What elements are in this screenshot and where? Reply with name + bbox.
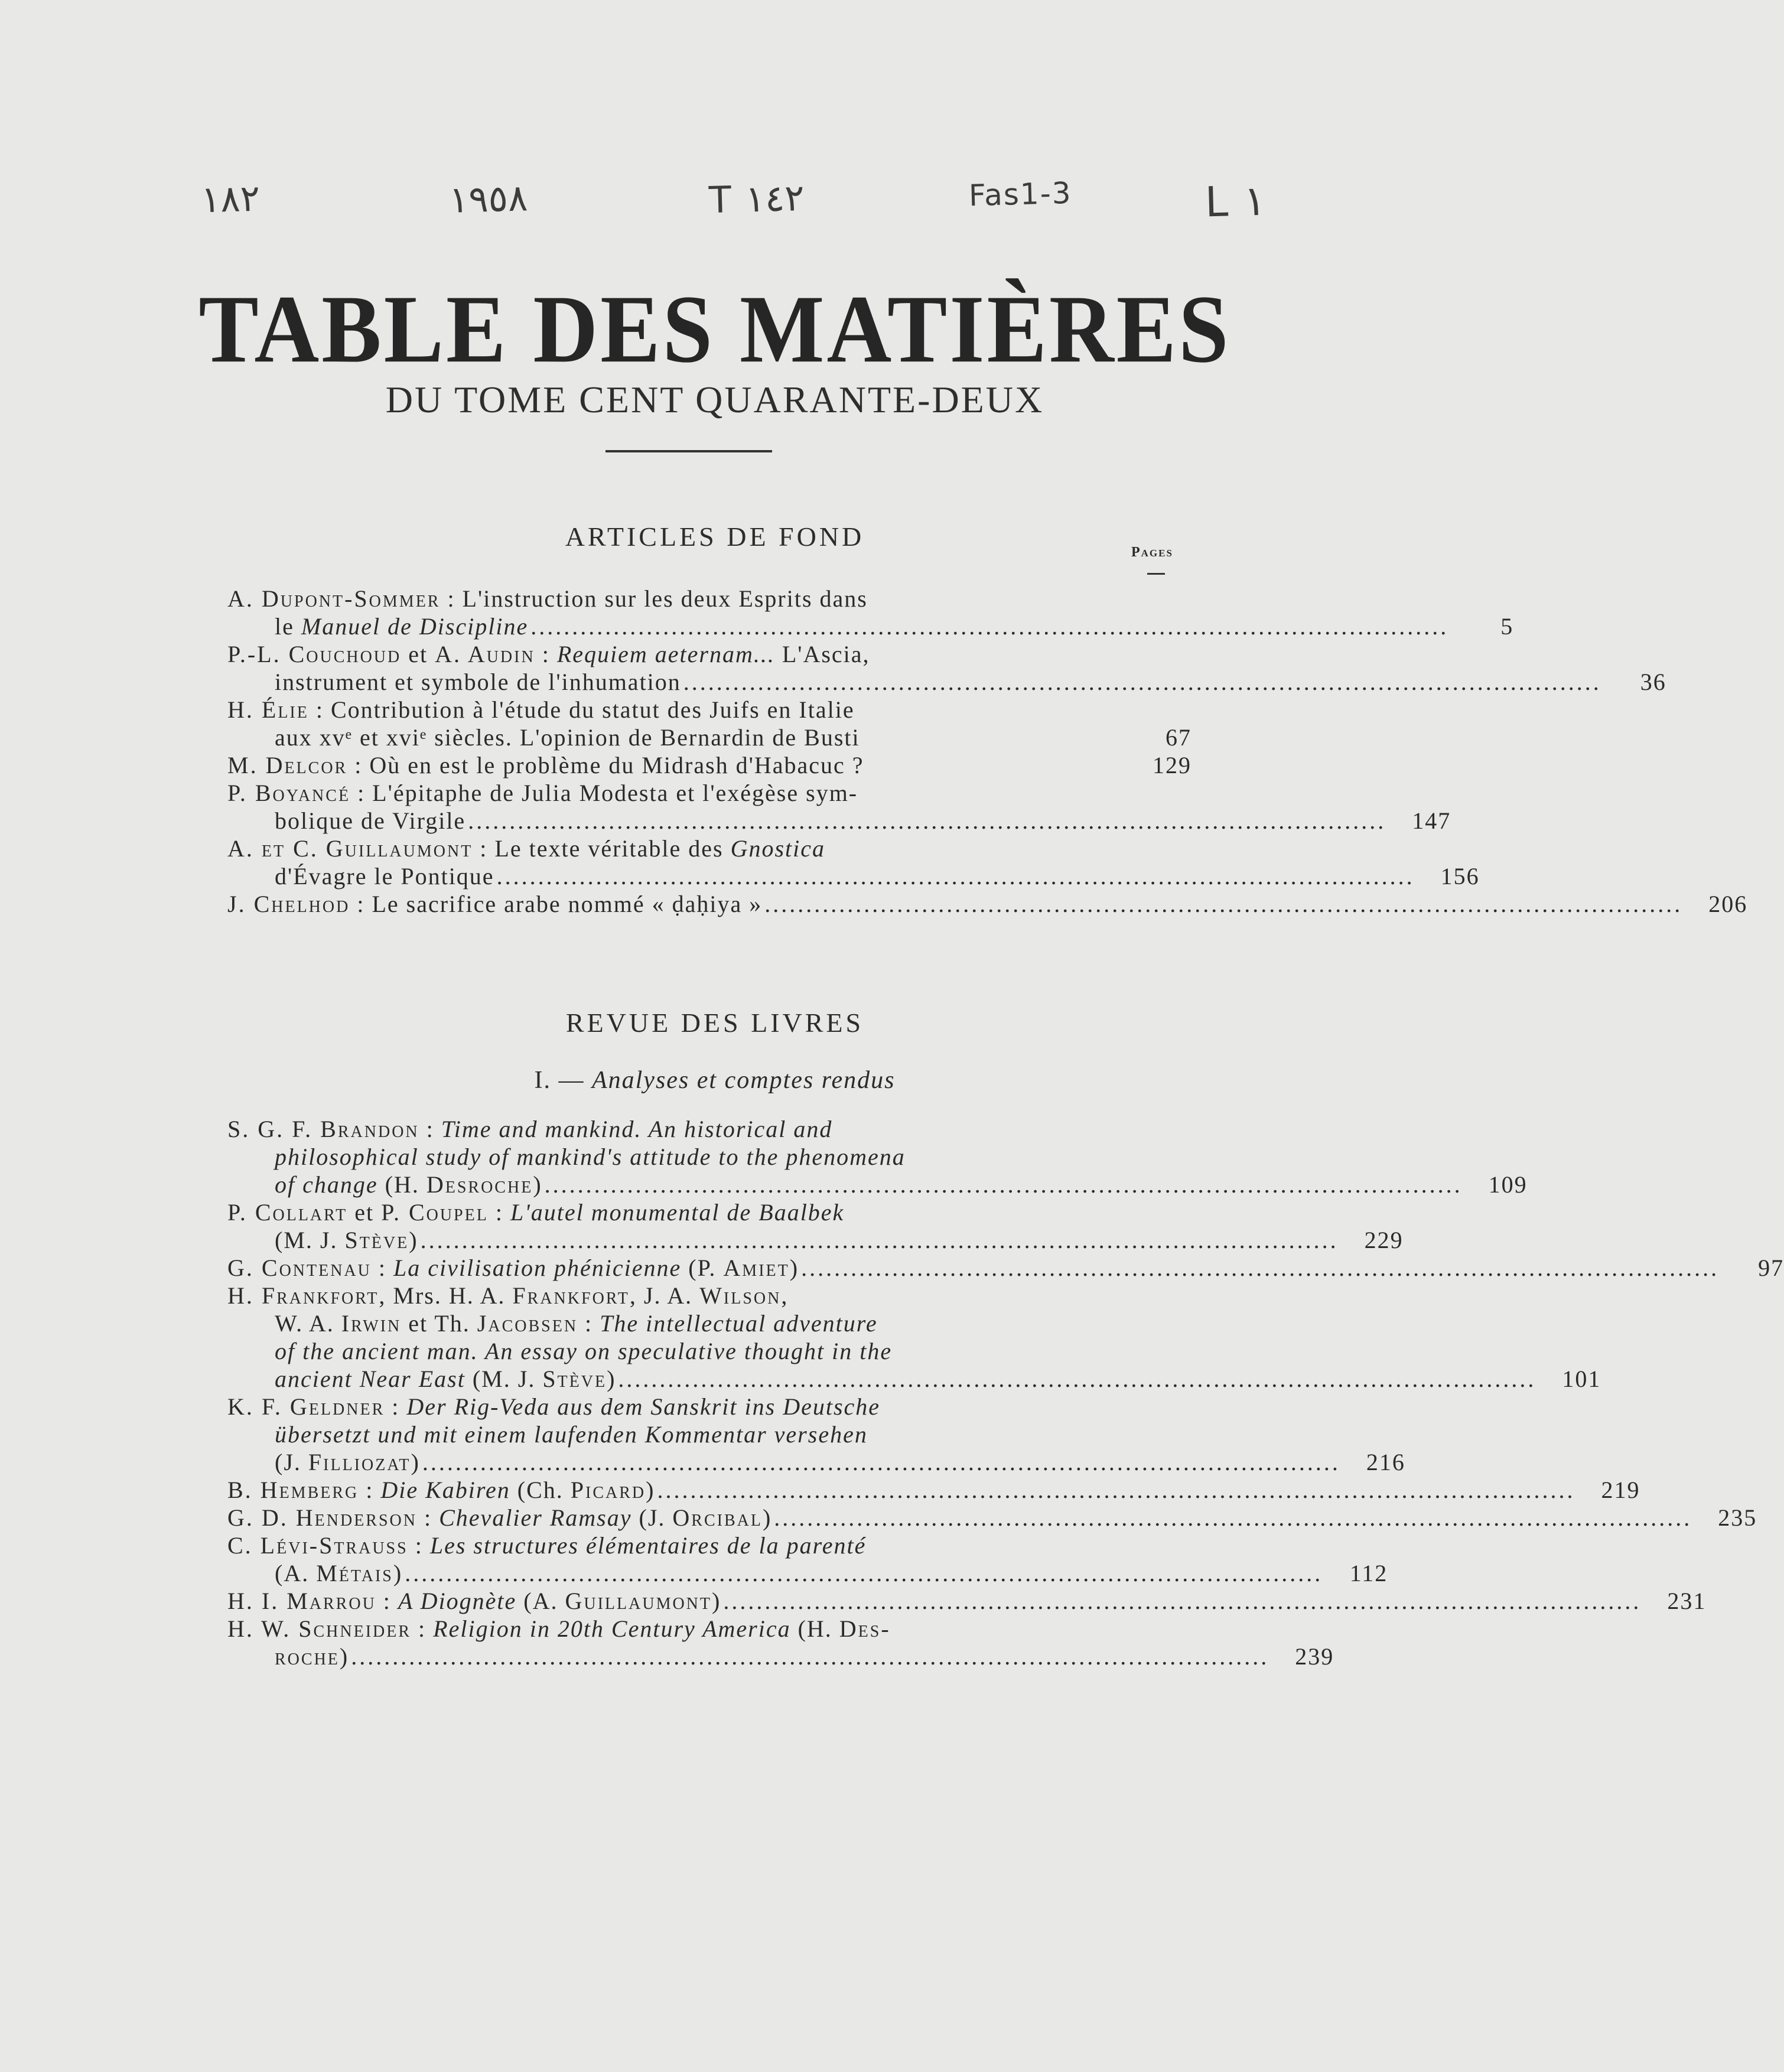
entry-text: : Le texte véritable des xyxy=(473,835,731,862)
entry-text: : xyxy=(419,1116,441,1142)
entry-author: P.-L. Couchoud xyxy=(227,641,402,667)
entry-text: (P. xyxy=(681,1255,724,1281)
revue-heading: REVUE DES LIVRES xyxy=(565,1008,864,1038)
entry-author: C. Lévi-Strauss xyxy=(227,1532,408,1559)
entry-reviewer: roche xyxy=(275,1643,340,1670)
entry-text: W. A. xyxy=(275,1310,341,1337)
entry-page: 235 xyxy=(1718,1504,1757,1531)
entry-author: A. et C. Guillaumont xyxy=(227,835,473,862)
entry-title: Der Rig-Veda aus dem Sanskrit ins Deutsche xyxy=(406,1393,881,1420)
entry-author: H. W. Schneider xyxy=(227,1615,412,1642)
list-item: B. Hemberg : Die Kabiren (Ch. Picard) ............................................................................................................... 219 xyxy=(227,1477,1640,1503)
entry-page: 97 xyxy=(1758,1255,1784,1281)
entry-text: instrument et symbole de l'inhumation xyxy=(275,669,681,695)
entry-title: of the ancient man. An essay on speculative thought in the xyxy=(275,1338,893,1364)
entry-text: : xyxy=(371,1255,394,1281)
entry-page: 129 xyxy=(1153,752,1191,778)
entry-author: A. Dupont-Sommer xyxy=(227,585,441,612)
entry-title: Time and mankind. An historical and xyxy=(441,1116,833,1142)
list-item xyxy=(227,696,1191,751)
entry-page: 231 xyxy=(1667,1588,1707,1614)
entry-author: Jacobsen xyxy=(477,1310,578,1337)
entry-page: 156 xyxy=(1440,863,1480,890)
entry-page: 206 xyxy=(1708,891,1748,917)
pages-column-label: Pages xyxy=(1131,545,1173,560)
entry-author: H. I. Marrou xyxy=(227,1588,376,1614)
articles-list xyxy=(227,585,1748,918)
handwritten-note-3: T ١٤٢ xyxy=(708,175,805,222)
entry-text: : xyxy=(376,1588,398,1614)
page-subtitle: DU TOME CENT QUARANTE-DEUX xyxy=(385,379,1044,421)
entry-author: H. Élie xyxy=(227,696,309,723)
list-item: H. Frankfort, Mrs. H. A. Frankfort, J. A. Wilson, W. A. Irwin et Th. Jacobsen : The intellectual adventure of the ancient man. An essay on speculative thought in the ancient Near East (M. J. Stève) ............................................................................................................... 101 xyxy=(227,1282,1601,1392)
entry-title: Chevalier Ramsay xyxy=(439,1504,632,1531)
entry-text: , J. A. xyxy=(629,1282,700,1309)
entry-text: : xyxy=(411,1615,434,1642)
page-title: TABLE DES MATIÈRES xyxy=(198,275,1231,383)
entry-title: Manuel de Discipline xyxy=(301,613,529,640)
entry-text: ) xyxy=(393,1560,403,1586)
entry-author: P. Coupel xyxy=(381,1199,489,1226)
entry-text: : xyxy=(408,1532,430,1559)
entry-text: ) xyxy=(411,1449,420,1475)
entry-page: 219 xyxy=(1601,1477,1640,1503)
articles-heading: ARTICLES DE FOND xyxy=(565,522,865,552)
entry-text: ) xyxy=(789,1255,799,1281)
entry-text: et xyxy=(347,1199,382,1226)
entry-title: Die Kabiren xyxy=(380,1477,510,1503)
entry-text: : xyxy=(578,1310,600,1337)
entry-text: (J. xyxy=(631,1504,673,1531)
list-item: K. F. Geldner : Der Rig-Veda aus dem Sanskrit ins Deutsche übersetzt und mit einem laufenden Kommentar versehen (J. Filliozat) ............................................................................................................... 216 xyxy=(227,1393,1405,1475)
entry-page: 101 xyxy=(1562,1366,1601,1392)
entry-author: Irwin xyxy=(341,1310,402,1337)
entry-text: ) xyxy=(646,1477,655,1503)
entry-author: J. Chelhod xyxy=(227,891,350,917)
entry-text: bolique de Virgile xyxy=(275,807,466,834)
entry-reviewer: Des- xyxy=(839,1615,891,1642)
entry-text: (J. xyxy=(275,1449,308,1475)
list-item xyxy=(227,751,1191,779)
entry-title: L'autel monumental de Baalbek xyxy=(510,1199,845,1226)
entry-title: Requiem aeternam... xyxy=(556,641,775,667)
entry-text: (A. xyxy=(275,1560,317,1586)
entry-text: : L'épitaphe de Julia Modesta et l'exégèse sym- xyxy=(350,780,858,806)
entry-title: Les structures élémentaires de la parenté xyxy=(429,1532,867,1559)
entry-text: : xyxy=(535,641,557,667)
entry-text: (Ch. xyxy=(510,1477,571,1503)
entry-text: et xyxy=(401,641,435,667)
entry-text: (M. J. xyxy=(465,1366,543,1392)
entry-reviewer: Stève xyxy=(542,1366,607,1392)
entry-text: (A. xyxy=(516,1588,565,1614)
list-item: G. D. Henderson : Chevalier Ramsay (J. Orcibal) ............................................................................................................... 235 xyxy=(227,1504,1757,1531)
entry-text: ) xyxy=(607,1366,616,1392)
entry-author: M. Delcor xyxy=(227,752,348,778)
entry-author: P. Collart xyxy=(227,1199,348,1226)
entry-author: S. G. F. Brandon xyxy=(227,1116,419,1142)
handwritten-note-1: ١٨٢ xyxy=(200,176,261,221)
entry-page: 36 xyxy=(1640,669,1666,695)
entry-text: L'Ascia, xyxy=(774,641,870,667)
entry-text: ) xyxy=(762,1504,772,1531)
list-item: P. Boyancé : L'épitaphe de Julia Modesta et l'exégèse sym- bolique de Virgile ............................................................................................................... 147 xyxy=(227,780,1451,834)
entry-reviewer: Guillaumont xyxy=(565,1588,712,1614)
entry-title: übersetzt und mit einem laufenden Kommentar versehen xyxy=(275,1421,868,1448)
entry-reviewer: Amiet xyxy=(723,1255,790,1281)
handwritten-note-2: ١٩٥٨ xyxy=(448,176,529,221)
entry-reviewer: Stève xyxy=(344,1227,409,1253)
list-item: P.-L. Couchoud et A. Audin : Requiem aeternam... L'Ascia, instrument et symbole de l'inhumation ............................................................................................................... 36 xyxy=(227,641,1666,695)
entry-title: philosophical study of mankind's attitude to the phenomena xyxy=(275,1143,906,1170)
handwritten-note-5: L ١ xyxy=(1204,176,1267,227)
entry-text: : Le sacrifice arabe nommé « ḍaḥiya » xyxy=(350,891,763,917)
list-item: C. Lévi-Strauss : Les structures élémentaires de la parenté (A. Métais) ............................................................................................................... 112 xyxy=(227,1532,1388,1586)
entry-text: ) xyxy=(409,1227,418,1253)
entry-title: of change xyxy=(275,1171,378,1198)
entry-reviewer: Orcibal xyxy=(672,1504,763,1531)
list-item: J. Chelhod : Le sacrifice arabe nommé « ḍaḥiya » ............................................................................................................... 206 xyxy=(227,891,1748,917)
list-item: H. W. Schneider : Religion in 20th Century America (H. Des- roche) ............................................................................................................... 239 xyxy=(227,1615,1334,1670)
entry-page: 109 xyxy=(1488,1171,1528,1198)
entry-author: G. Contenau xyxy=(227,1255,372,1281)
entry-page: 239 xyxy=(1295,1643,1334,1670)
entry-text: : xyxy=(488,1199,510,1226)
entry-text: le xyxy=(275,613,301,640)
entry-text: (H. xyxy=(790,1615,839,1642)
entry-author: A. Audin xyxy=(435,641,535,667)
entry-reviewer: Filliozat xyxy=(308,1449,411,1475)
list-item: A. Dupont-Sommer : L'instruction sur les deux Esprits dans le Manuel de Discipline ............................................................................................................... 5 xyxy=(227,585,1514,640)
entry-text: ) xyxy=(339,1643,349,1670)
entry-page: 67 xyxy=(1166,724,1191,751)
entry-title: Religion in 20th Century America xyxy=(433,1615,791,1642)
entry-reviewer: Desroche xyxy=(426,1171,533,1198)
entry-text: , xyxy=(781,1282,789,1309)
entry-text: : xyxy=(417,1504,440,1531)
pages-column-dash xyxy=(1147,573,1165,575)
entry-text: aux xvᵉ et xviᵉ siècles. L'opinion de Bernardin de Busti xyxy=(275,724,860,751)
entry-text: : xyxy=(359,1477,381,1503)
entry-page: 147 xyxy=(1412,807,1451,834)
revue-list xyxy=(227,1115,1784,1670)
revue-subsection xyxy=(0,1066,1430,1094)
list-item: S. G. F. Brandon : Time and mankind. An historical and philosophical study of mankind's attitude to the phenomena of change (H. Desroche) ............................................................................................................... 109 xyxy=(227,1116,1528,1198)
entry-text: : L'instruction sur les deux Esprits dans xyxy=(440,585,868,612)
entry-author: H. Frankfort xyxy=(227,1282,379,1309)
entry-title: Gnostica xyxy=(730,835,826,862)
entry-title: La civilisation phénicienne xyxy=(393,1255,682,1281)
entry-text: : Contribution à l'étude du statut des Juifs en Italie xyxy=(308,696,855,723)
entry-author: B. Hemberg xyxy=(227,1477,359,1503)
entry-author: Wilson xyxy=(699,1282,782,1309)
entry-text: (H. xyxy=(377,1171,427,1198)
entry-text: ) xyxy=(533,1171,542,1198)
entry-text: ) xyxy=(712,1588,721,1614)
entry-page: 216 xyxy=(1366,1449,1405,1475)
entry-text: (M. J. xyxy=(275,1227,345,1253)
entry-author: Frankfort xyxy=(512,1282,630,1309)
entry-page: 5 xyxy=(1500,613,1514,640)
list-item: P. Collart et P. Coupel : L'autel monumental de Baalbek (M. J. Stève) ............................................................................................................... 229 xyxy=(227,1199,1404,1253)
list-item: A. et C. Guillaumont : Le texte véritable des Gnostica d'Évagre le Pontique ............................................................................................................... 156 xyxy=(227,835,1480,890)
entry-author: P. Boyancé xyxy=(227,780,351,806)
entry-page: 112 xyxy=(1349,1560,1388,1586)
entry-text: et Th. xyxy=(401,1310,477,1337)
entry-text: : xyxy=(385,1393,407,1420)
entry-title: ancient Near East xyxy=(275,1366,465,1392)
list-item: G. Contenau : La civilisation phénicienne (P. Amiet) ............................................................................................................... 97 xyxy=(227,1255,1784,1281)
entry-text: d'Évagre le Pontique xyxy=(275,863,494,890)
entry-text: : Où en est le problème du Midrash d'Habacuc ? xyxy=(347,752,864,778)
entry-text: , Mrs. H. A. xyxy=(379,1282,513,1309)
subsection-title: Analyses et comptes rendus xyxy=(591,1067,896,1094)
handwritten-note-4: Fas1-3 xyxy=(968,175,1073,213)
entry-page: 229 xyxy=(1364,1227,1404,1253)
entry-author: K. F. Geldner xyxy=(227,1393,385,1420)
entry-title: A Diognète xyxy=(398,1588,517,1614)
entry-reviewer: Picard xyxy=(570,1477,646,1503)
subsection-number: I. — xyxy=(534,1067,592,1094)
title-rule xyxy=(605,450,772,452)
entry-author: G. D. Henderson xyxy=(227,1504,417,1531)
entry-title: The intellectual adventure xyxy=(600,1310,878,1337)
entry-reviewer: Métais xyxy=(316,1560,393,1586)
list-item: H. I. Marrou : A Diognète (A. Guillaumont) ............................................................................................................... 231 xyxy=(227,1588,1707,1614)
